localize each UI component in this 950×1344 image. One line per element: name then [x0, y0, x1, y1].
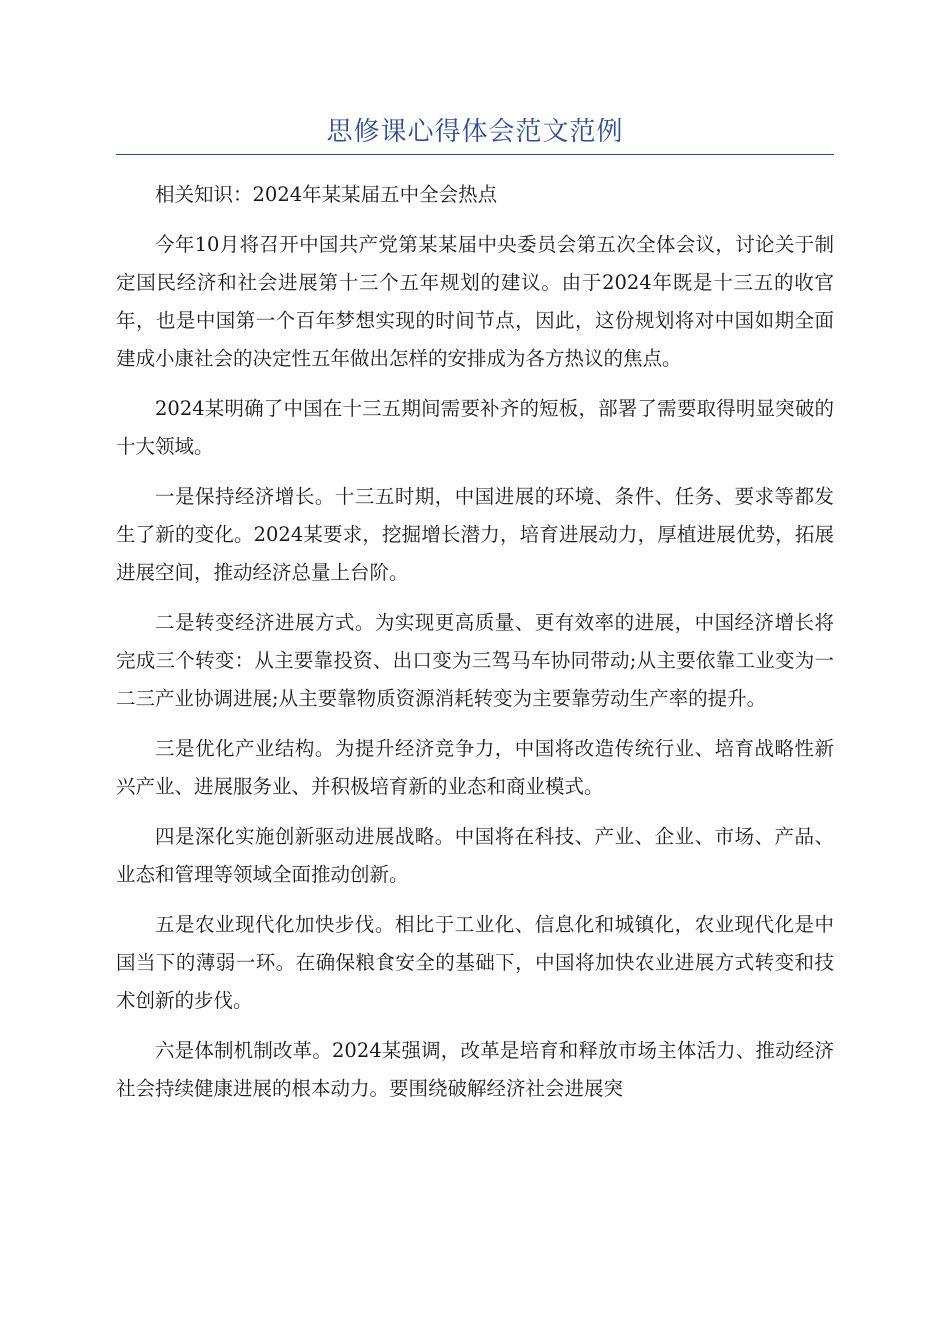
paragraph-ten-areas: 2024某明确了中国在十三五期间需要补齐的短板，部署了需要取得明显突破的十大领域。	[116, 397, 834, 458]
document-body	[116, 176, 834, 1120]
paragraph-point-3: 三是优化产业结构。为提升经济竞争力，中国将改造传统行业、培育战略性新兴产业、进展服务业、并积极培育新的业态和商业模式。	[116, 737, 834, 798]
paragraph-plenary-intro: 今年10月将召开中国共产党第某某届中央委员会第五次全体会议，讨论关于制定国民经济和社会进展第十三个五年规划的建议。由于2024年既是十三五的收官年，也是中国第一个百年梦想实现的时间节点，因此，这份规划将对中国如期全面建成小康社会的决定性五年做出怎样的安排成为各方热议的焦点。	[116, 233, 834, 370]
paragraph-point-2: 二是转变经济进展方式。为实现更高质量、更有效率的进展，中国经济增长将完成三个转变：从主要靠投资、出口变为三驾马车协同带动;从主要依靠工业变为一二三产业协调进展;从主要靠物质资源消耗转变为主要靠劳动生产率的提升。	[116, 611, 834, 710]
paragraph-point-6: 六是体制机制改革。2024某强调，改革是培育和释放市场主体活力、推动经济社会持续健康进展的根本动力。要围绕破解经济社会进展突	[116, 1039, 834, 1100]
title-divider	[116, 154, 834, 155]
paragraph-point-1: 一是保持经济增长。十三五时期，中国进展的环境、条件、任务、要求等都发生了新的变化。2024某要求，挖掘增长潜力，培育进展动力，厚植进展优势，拓展进展空间，推动经济总量上台阶。	[116, 485, 834, 584]
paragraph-point-5: 五是农业现代化加快步伐。相比于工业化、信息化和城镇化，农业现代化是中国当下的薄弱一环。在确保粮食安全的基础下，中国将加快农业进展方式转变和技术创新的步伐。	[116, 913, 834, 1012]
paragraph-related-knowledge: 相关知识：2024年某某届五中全会热点	[155, 183, 498, 206]
paragraph-point-4: 四是深化实施创新驱动进展战略。中国将在科技、产业、企业、市场、产品、业态和管理等领域全面推动创新。	[116, 825, 834, 886]
page-title: 思修课心得体会范文范例	[326, 117, 624, 147]
